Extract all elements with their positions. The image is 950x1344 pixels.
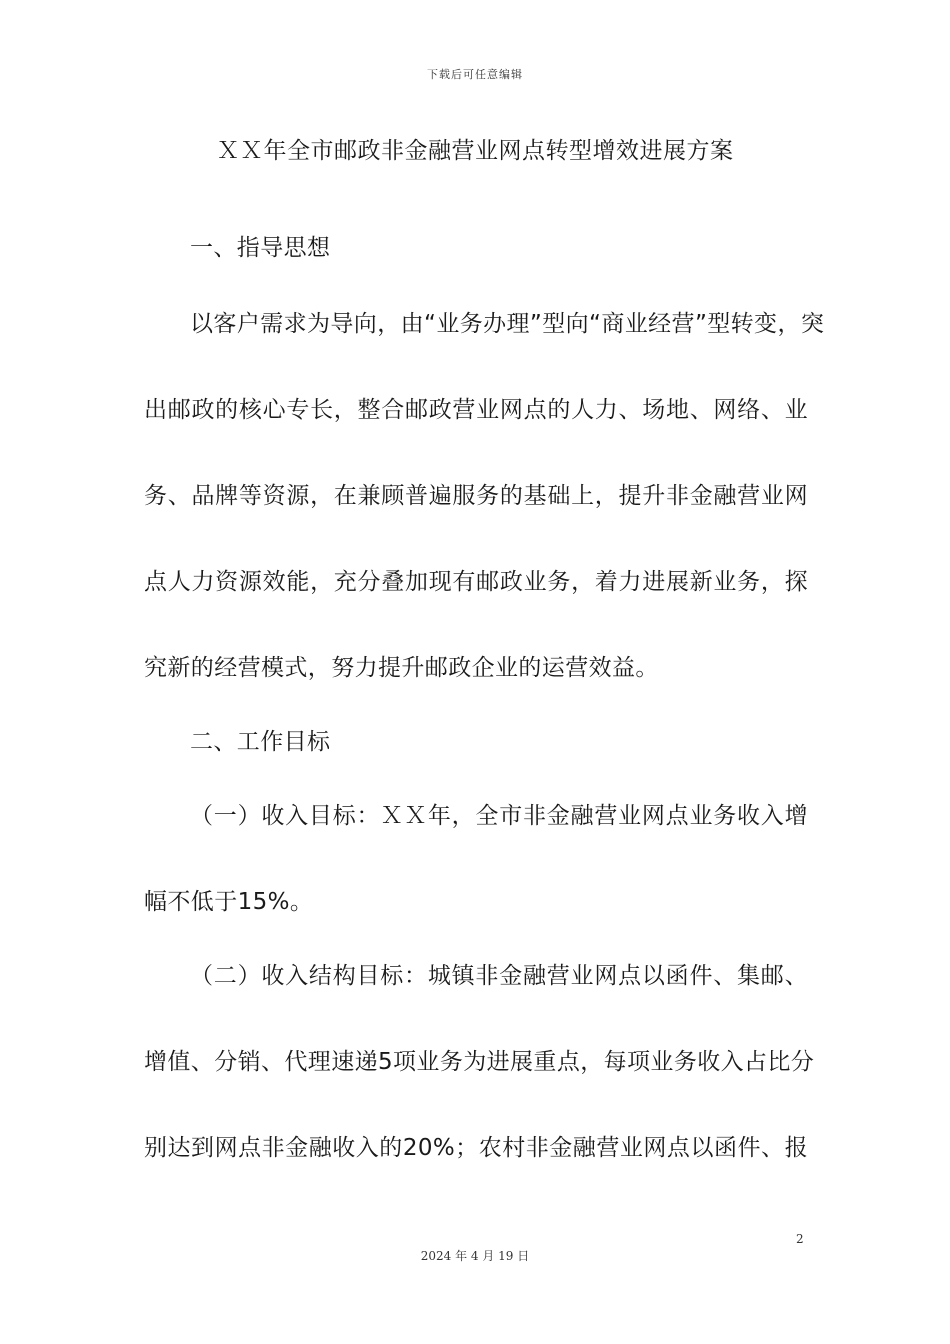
- paragraph-line: （二）收入结构目标：城镇非金融营业网点以函件、集邮、: [190, 963, 808, 989]
- header-note: 下载后可任意编辑: [427, 68, 523, 81]
- paragraph-line: 点人力资源效能，充分叠加现有邮政业务，着力进展新业务，探: [144, 569, 808, 595]
- section-heading-work-goals: 二、工作目标: [190, 729, 331, 755]
- paragraph-line: 幅不低于15%。: [144, 889, 314, 915]
- paragraph-line: 别达到网点非金融收入的20%；农村非金融营业网点以函件、报: [144, 1135, 808, 1161]
- paragraph-line: 以客户需求为导向，由“业务办理”型向“商业经营”型转变，突: [190, 311, 825, 337]
- page-number: 2: [796, 1232, 804, 1246]
- paragraph-line: （一）收入目标：ＸＸ年，全市非金融营业网点业务收入增: [190, 803, 808, 829]
- paragraph-line: 究新的经营模式，努力提升邮政企业的运营效益。: [144, 655, 659, 681]
- footer-date: 2024 年 4 月 19 日: [420, 1249, 530, 1263]
- section-heading-guiding-ideology: 一、指导思想: [190, 235, 331, 261]
- paragraph-line: 增值、分销、代理速递5项业务为进展重点，每项业务收入占比分: [144, 1049, 815, 1075]
- paragraph-line: 务、品牌等资源，在兼顾普遍服务的基础上，提升非金融营业网: [144, 483, 808, 509]
- document-title: ＸＸ年全市邮政非金融营业网点转型增效进展方案: [216, 138, 734, 164]
- paragraph-line: 出邮政的核心专长，整合邮政营业网点的人力、场地、网络、业: [144, 397, 808, 423]
